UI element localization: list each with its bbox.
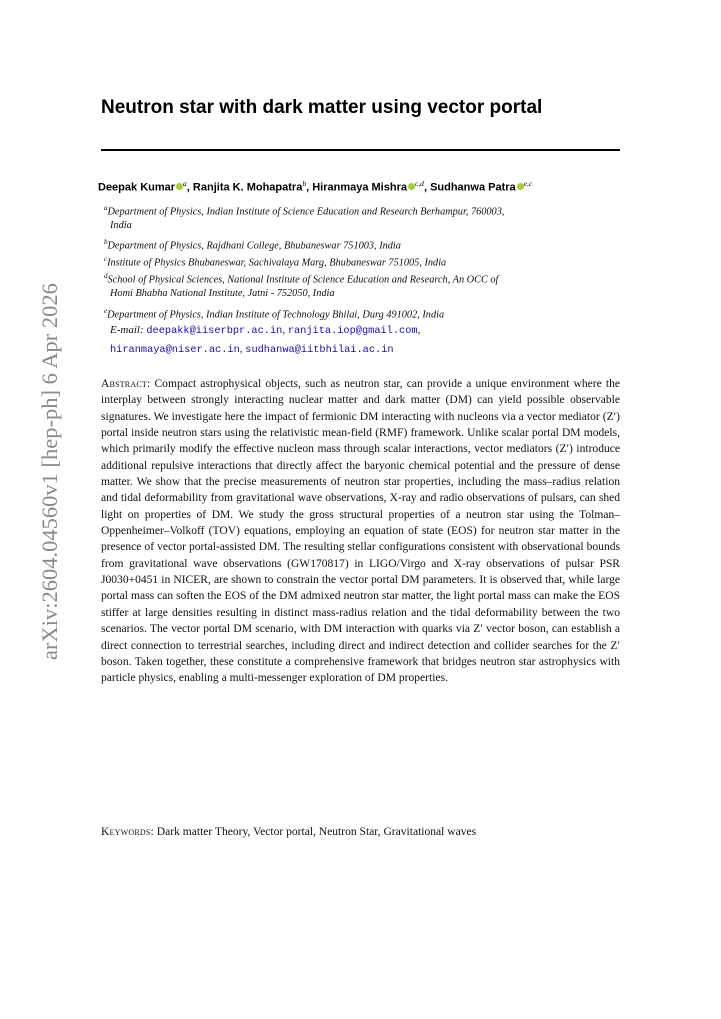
orcid-icon[interactable] [517, 183, 524, 190]
author-affil-mark: e,c [523, 179, 533, 188]
email-link[interactable]: ranjita.iop@gmail.com [287, 325, 418, 337]
author-name: Hiranmaya Mishra [312, 181, 407, 194]
abstract [101, 376, 620, 687]
affiliation-b [104, 236, 624, 253]
email-label: E-mail: [110, 324, 144, 336]
affiliation-c [104, 253, 624, 270]
affiliation-text: Homi Bhabha National Institute, Jatni - 752050, India [110, 288, 335, 300]
affiliation-text: Department of Physics, Indian Institute of Technology Bhilai, Durg 491002, India [107, 309, 445, 321]
affiliation-mark: c [104, 255, 108, 263]
keywords-text: Dark matter Theory, Vector portal, Neutron Star, Gravitational waves [156, 826, 477, 838]
affiliation-mark: a [104, 204, 108, 212]
abstract-text: Compact astrophysical objects, such as neutron star, can provide a unique environment where the interplay between strongly interacting nuclear matter and dark matter (DM) can yield possible observable signatures. We investigate here the impact of fermionic DM interacting with nucleons via a vector mediator (Z′) portal inside neutron stars using the relativistic mean-field (RMF) framework. Unlike scalar portal DM models, which primarily modify the effective nucleon mass through scalar interactions, vector mediators (Z′) introduce additional repulsive interactions that directly affect the baryonic chemical potential and the pressure of dense matter. We show that the precise measurements of neutron star properties, including the mass–radius relation and tidal deformability from gravitational wave observations, X-ray and radio observations of pulsars, can shed light on properties of DM. We study the gross structural properties of a neutron star using the Tolman–Oppenheimer–Volkoff (TOV) equations, employing an equation of state (EOS) for neutron star matter in the presence of vector portal-assisted DM. The resulting stellar configurations consistent with observational bounds from gravitational wave observations (GW170817) in LIGO/Virgo and X-ray observations of pulsar PSR J0030+0451 in NICER, are shown to constrain the vector portal DM parameters. It is observed that, while large portal mass can soften the EOS of the DM admixed neutron star matter, the light portal mass can make the EOS stiffer at large densities resulting in distinct mass-radius relation and the tidal deformability between the two scenarios. The vector portal DM scenario, with DM interaction with quarks via Z′ vector boson, can establish a direct connection to terrestrial searches, including direct and indirect detection and collider searches for the Z′ boson. Taken together, these constitute a comprehensive framework that bridges neutron star astrophysics with particle physics, enabling a multi-messenger exploration of DM properties. [101, 378, 620, 685]
affiliation-mark: b [104, 238, 108, 246]
affiliation-text: Department of Physics, Rajdhani College, Bhubaneswar 751003, India [107, 240, 401, 252]
author-affil-mark: c,d [414, 179, 424, 188]
affiliation-mark: d [104, 272, 108, 280]
affiliation-d [104, 270, 624, 301]
author-name: Ranjita K. Mohapatra [192, 181, 303, 194]
affiliation-text: Department of Physics, Indian Institute of Science Education and Research Berhampur, 760003, [107, 206, 505, 218]
affiliation-mark: e [104, 307, 108, 315]
email-link[interactable]: deepakk@iiserbpr.ac.in [146, 325, 283, 337]
abstract-label: Abstract: [101, 378, 151, 390]
paper-title: Neutron star with dark matter using vector portal [101, 97, 543, 118]
arxiv-identifier[interactable]: arXiv:2604.04560v1 [hep-ph] 6 Apr 2026 [37, 283, 62, 660]
email-line-1: E-mail: deepakk@iiserbpr.ac.in, ranjita.iop@gmail.com, [110, 324, 421, 337]
keywords-label: Keywords: [101, 826, 154, 838]
orcid-icon[interactable] [176, 183, 183, 190]
author-name: Sudhanwa Patra [430, 181, 516, 194]
email-link[interactable]: hiranmaya@niser.ac.in [110, 344, 240, 356]
title-rule [101, 149, 620, 151]
email-line-2: hiranmaya@niser.ac.in, sudhanwa@iitbhilai.ac.in [110, 343, 394, 356]
keywords [101, 826, 620, 838]
affiliation-text: Institute of Physics Bhubaneswar, Sachivalaya Marg, Bhubaneswar 751005, India [107, 257, 447, 269]
email-link[interactable]: sudhanwa@iitbhilai.ac.in [245, 344, 394, 356]
orcid-icon[interactable] [408, 183, 415, 190]
author-affil-mark: b [302, 179, 307, 188]
affiliation-e [104, 305, 624, 322]
author-affil-mark: a [183, 179, 187, 188]
affiliation-text: School of Physical Sciences, National Institute of Science Education and Research, An OCC of [107, 274, 499, 286]
author-name: Deepak Kumar [98, 181, 176, 194]
author-list: Deepak Kumar $^a$, Ranjita K. Mohapatra$^b$, Hiranmaya Mishra $^{c,d}$, Sudhanwa Patra $^{e,c}$ [98, 179, 533, 194]
affiliation-text: India [110, 220, 132, 232]
affiliation-a [104, 202, 624, 233]
